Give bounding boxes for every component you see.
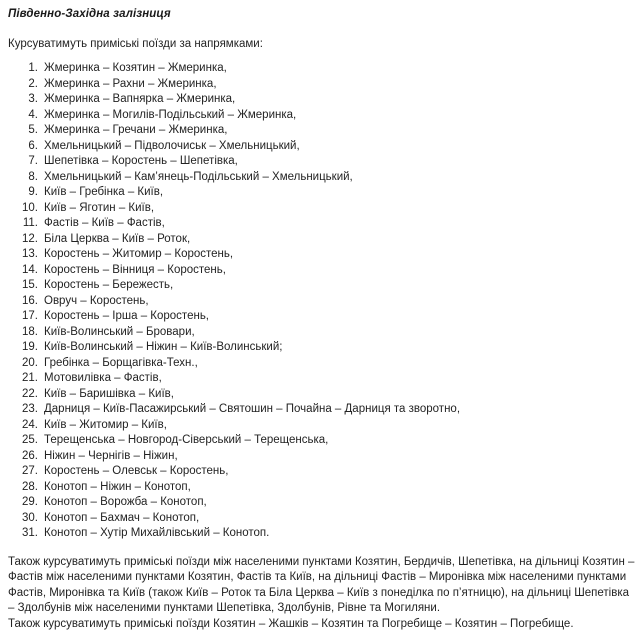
route-list-item: Жмеринка – Гречани – Жмеринка, (44, 123, 632, 139)
route-list-item: Жмеринка – Вапнярка – Жмеринка, (44, 92, 632, 108)
route-list-item: Конотоп – Хутір Михайлівський – Конотоп. (44, 526, 632, 542)
route-list-item: Коростень – Ірша – Коростень, (44, 309, 632, 325)
route-list-item: Київ – Гребінка – Київ, (44, 185, 632, 201)
tail-paragraph-block (0, 542, 640, 632)
route-list-item: Коростень – Житомир – Коростень, (44, 247, 632, 263)
route-list-item: Жмеринка – Козятин – Жмеринка, (44, 61, 632, 77)
route-list-item: Київ – Житомир – Київ, (44, 418, 632, 434)
route-list-item: Жмеринка – Могилів-Подільський – Жмеринка, (44, 108, 632, 124)
route-list-item: Конотоп – Ніжин – Конотоп, (44, 480, 632, 496)
tail-paragraph: Також курсуватимуть приміські поїзди між населеними пунктами Козятин, Бердичів, Шепетівка, на дільниці Козятин – Фастів між населеними пунктами Козятин, Фастів та Київ, на дільниці Фастів – Миронівка між населеними пунктами Фастів, Миронівка та Київ (також Київ – Роток та Біла Церква – Київ з понеділка по п’ятницю), на дільниці Шепетівка – Здолбунів між населеними пунктами Шепетівка, Здолбунів, Рівне та Могиляни. (8, 555, 636, 617)
route-list-item: Конотоп – Бахмач – Конотоп, (44, 511, 632, 527)
route-list-item: Овруч – Коростень, (44, 294, 632, 310)
route-list-item: Терещенська – Новгород-Сіверський – Терещенська, (44, 433, 632, 449)
route-list-item: Хмельницький – Кам’янець-Подільський – Хмельницький, (44, 170, 632, 186)
route-list-item: Ніжин – Чернігів – Ніжин, (44, 449, 632, 465)
route-list (0, 61, 640, 542)
tail-paragraph: Також курсуватимуть приміські поїзди Козятин – Жашків – Козятин та Погребище – Козятин – Погребище. (8, 617, 636, 632)
route-list-item: Хмельницький – Підволочиськ – Хмельницький, (44, 139, 632, 155)
route-list-item: Київ – Яготин – Київ, (44, 201, 632, 217)
route-list-item: Біла Церква – Київ – Роток, (44, 232, 632, 248)
route-list-item: Коростень – Вінниця – Коростень, (44, 263, 632, 279)
route-list-item: Київ – Баришівка – Київ, (44, 387, 632, 403)
route-list-item: Фастів – Київ – Фастів, (44, 216, 632, 232)
route-list-item: Коростень – Бережесть, (44, 278, 632, 294)
route-list-item: Київ-Волинський – Ніжин – Київ-Волинський; (44, 340, 632, 356)
route-list-item: Жмеринка – Рахни – Жмеринка, (44, 77, 632, 93)
route-list-item: Дарниця – Київ-Пасажирський – Святошин – Почайна – Дарниця та зворотно, (44, 402, 632, 418)
page-title: Південно-Західна залізниця (0, 0, 640, 23)
route-list-item: Гребінка – Борщагівка-Техн., (44, 356, 632, 372)
route-list-item: Шепетівка – Коростень – Шепетівка, (44, 154, 632, 170)
route-list-item: Мотовилівка – Фастів, (44, 371, 632, 387)
route-list-item: Київ-Волинський – Бровари, (44, 325, 632, 341)
route-list-item: Конотоп – Ворожба – Конотоп, (44, 495, 632, 511)
intro-paragraph: Курсуватимуть приміські поїзди за напрямками: (0, 23, 640, 53)
route-list-item: Коростень – Олевськ – Коростень, (44, 464, 632, 480)
